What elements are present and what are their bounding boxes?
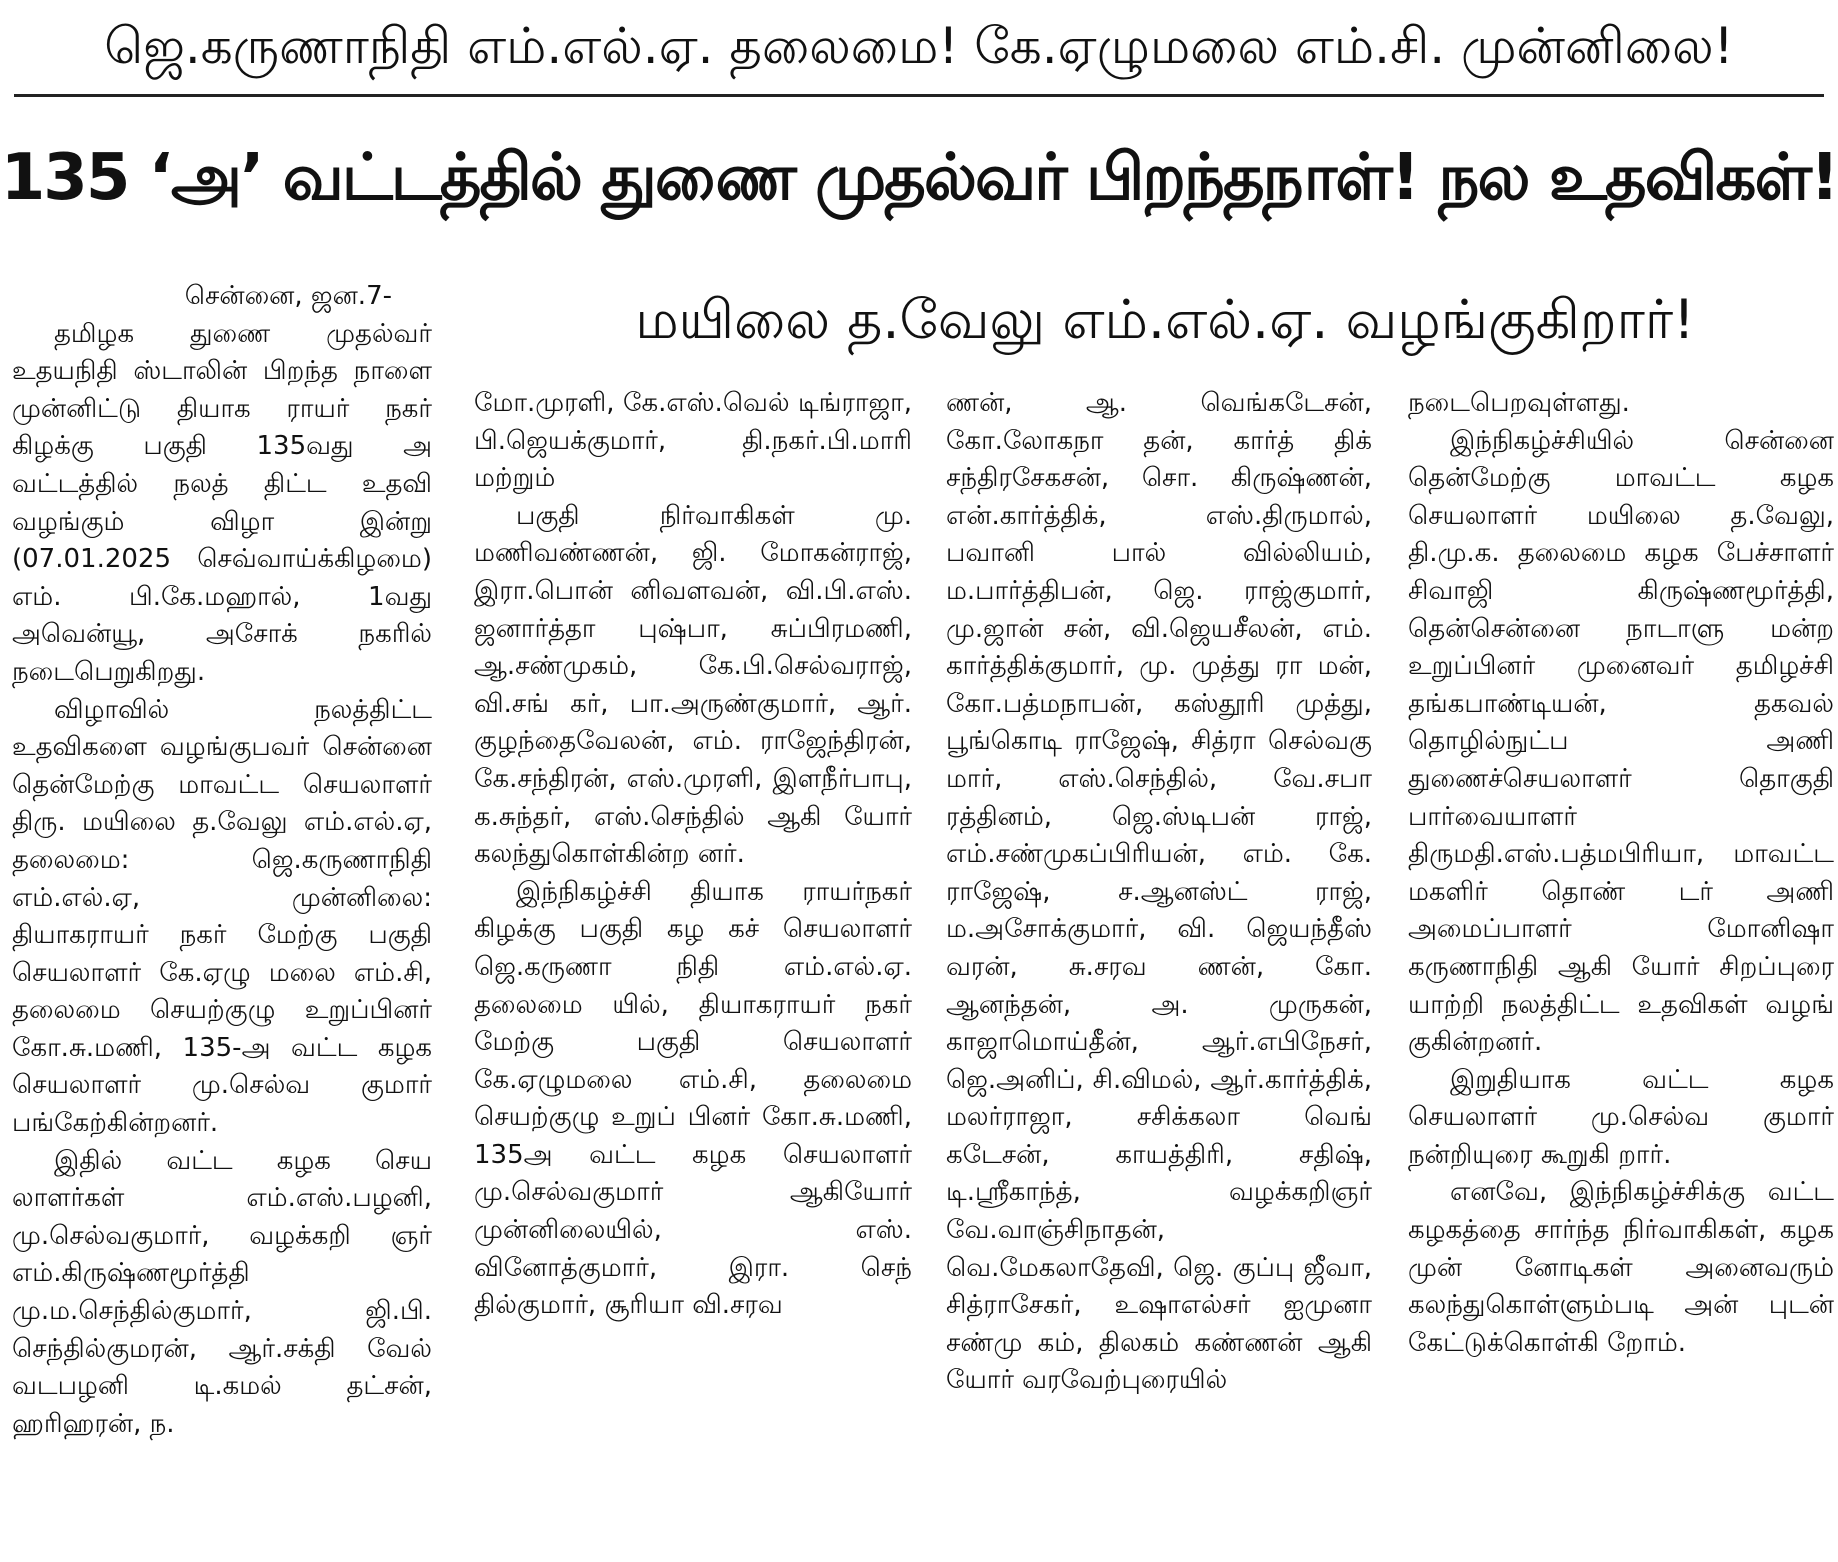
article-column-1 [12,278,432,1556]
paragraph: விழாவில் நலத்திட்ட உதவிகளை வழங்குபவர் சென்னை தென்மேற்கு மாவட்ட செயலாளர் திரு. மயிலை த.வேலு எம்.எல்.ஏ, தலைமை: ஜெ.கருணாநிதி எம்.எல்.ஏ, முன்னிலை: தியாகராயர் நகர் மேற்கு பகுதி செயலாளர் கே.ஏழு மலை எம்.சி, தலைமை செயற்குழு உறுப்பினர் கோ.சு.மணி, 135-அ வட்ட கழக செயலாளர் மு.செல்வ குமார் பங்கேற்கின்றனர். [12,694,432,1139]
article-column-4 [1408,385,1834,1555]
headline: 135 ‘அ’ வட்டத்தில் துணை முதல்வர் பிறந்தநாள்! நல உதவிகள்! [0,141,1838,215]
kicker-line: ஜெ.கருணாநிதி எம்.எல்.ஏ. தலைமை! கே.ஏழுமலை எம்.சி. முன்னிலை! [104,17,1734,75]
subheadline: மயிலை த.வேலு எம்.எல்.ஏ. வழங்குகிறார்! [635,288,1695,351]
paragraph: ணன், ஆ. வெங்கடேசன், கோ.லோகநா தன், கார்த் திக் சந்திரசேகசன், சொ. கிருஷ்ணன், என்.கார்த்திக், எஸ்.திருமால், பவானி பால் வில்லியம், ம.பார்த்திபன், ஜெ. ராஜ்குமார், மு.ஜான் சன், வி.ஜெயசீலன், எம். கார்த்திக்குமார், மு. முத்து ரா மன், கோ.பத்மநாபன், கஸ்தூரி முத்து, பூங்கொடி ராஜேஷ், சித்ரா செல்வகு மார், எஸ்.செந்தில், வே.சபா ரத்தினம், ஜெ.ஸ்டிபன் ராஜ், எம்.சண்முகப்பிரியன், எம். கே. ராஜேஷ், ச.ஆனஸ்ட் ராஜ், ம.அசோக்குமார், வி. ஜெயந்தீஸ் வரன், சு.சரவ ணன், கோ. ஆனந்தன், அ. முருகன், காஜாமொய்தீன், ஆர்.எபிநேசர், ஜெ.அனிப், சி.விமல், ஆர்.கார்த்திக், மலர்ராஜா, சசிக்கலா வெங் கடேசன், காயத்திரி, சதிஷ், டி.ஸ்ரீகாந்த், வழக்கறிஞர் வே.வாஞ்சிநாதன், வெ.மேகலாதேவி, ஜெ. குப்பு ஜீவா, சித்ராசேகர், உஷாஎல்சர் ஐமுனா சண்மு கம், திலகம் கண்ணன் ஆகி யோர் வரவேற்புரையில் [946,388,1372,1396]
paragraph: இறுதியாக வட்ட கழக செயலாளர் மு.செல்வ குமார் நன்றியுரை கூறுகி றார். [1408,1064,1834,1170]
article-column-2 [474,385,912,1555]
paragraph: நடைபெறவுள்ளது. [1408,388,1630,418]
paragraph: இந்நிகழ்ச்சி தியாக ராயர்நகர் கிழக்கு பகுதி கழ கச் செயலாளர் ஜெ.கருணா நிதி எம்.எல்.ஏ. தலைமை யில், தியாகராயர் நகர் மேற்கு பகுதி செயலாளர் கே.ஏழுமலை எம்.சி, தலைமை செயற்குழு உறுப் பினர் கோ.சு.மணி, 135அ வட்ட கழக செயலாளர் மு.செல்வகுமார் ஆகியோர் முன்னிலையில், எஸ். வினோத்குமார், இரா. செந் தில்குமார், சூரியா வி.சரவ [474,876,912,1321]
article-column-3 [946,385,1372,1555]
paragraph: தமிழக துணை முதல்வர் உதயநிதி ஸ்டாலின் பிறந்த நாளை முன்னிட்டு தியாக ராயர் நகர் கிழக்கு பகுதி 135வது அ வட்டத்தில் நலத் திட்ட உதவி வழங்கும் விழா இன்று (07.01.2025 செவ்வாய்க்கிழமை) எம். பி.கே.மஹால், 1வது அவென்யூ, அசோக் நகரில் நடைபெறுகிறது. [12,318,432,687]
paragraph: எனவே, இந்நிகழ்ச்சிக்கு வட்ட கழகத்தை சார்ந்த நிர்வாகிகள், கழக முன் னோடிகள் அனைவரும் கலந்துகொள்ளும்படி அன் புடன் கேட்டுக்கொள்கி றோம். [1408,1177,1834,1358]
divider-rule [14,94,1824,97]
dateline: சென்னை, ஜன.7- [184,281,392,311]
paragraph: இந்நிகழ்ச்சியில் சென்னை தென்மேற்கு மாவட்ட கழக செயலாளர் மயிலை த.வேலு, தி.மு.க. தலைமை கழக பேச்சாளர் சிவாஜி கிருஷ்ணமூர்த்தி, தென்சென்னை நாடாளு மன்ற உறுப்பினர் முனைவர் தமிழச்சி தங்கபாண்டியன், தகவல் தொழில்நுட்ப அணி துணைச்செயலாளர் தொகுதி பார்வையாளர் திருமதி.எஸ்.பத்மபிரியா, மாவட்ட மகளிர் தொண் டர் அணி அமைப்பாளர் மோனிஷா கருணாநிதி ஆகி யோர் சிறப்புரை யாற்றி நலத்திட்ட உதவிகள் வழங் குகின்றனர். [1408,425,1834,1058]
paragraph: பகுதி நிர்வாகிகள் மு. மணிவண்ணன், ஜி. மோகன்ராஜ், இரா.பொன் னிவளவன், வி.பி.எஸ். ஜனார்த்தா புஷ்பா, சுப்பிரமணி, ஆ.சண்முகம், கே.பி.செல்வராஜ், வி.சங் கர், பா.அருண்குமார், ஆர். குழந்தைவேலன், எம். ராஜேந்திரன், கே.சந்திரன், எஸ்.முரளி, இளநீர்பாபு, க.சுந்தர், எஸ்.செந்தில் ஆகி யோர் கலந்துகொள்கின்ற னர். [474,500,912,870]
paragraph: இதில் வட்ட கழக செய லாளர்கள் எம்.எஸ்.பழனி, மு.செல்வகுமார், வழக்கறி ஞர் எம்.கிருஷ்ணமூர்த்தி மு.ம.செந்தில்குமார், ஜி.பி. செந்தில்குமரன், ஆர்.சக்தி வேல் வடபழனி டி.கமல் தட்சன், ஹரிஹரன், ந. [12,1145,432,1439]
paragraph: மோ.முரளி, கே.எஸ்.வெல் டிங்ராஜா, பி.ஜெயக்குமார், தி.நகர்.பி.மாரி மற்றும் [474,388,912,494]
